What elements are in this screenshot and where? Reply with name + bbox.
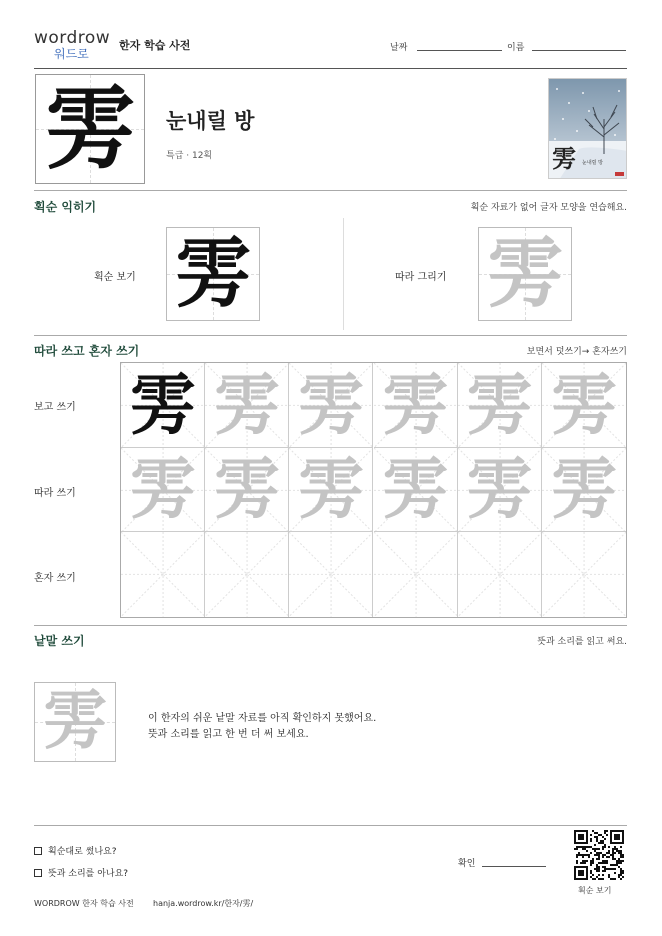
guide-lines <box>289 532 373 617</box>
practice-cell[interactable] <box>374 532 458 617</box>
words-line-2: 뜻과 소리를 읽고 한 번 더 써 보세요. <box>148 729 309 740</box>
practice-section-title: 따라 쓰고 혼자 쓰기 <box>34 344 140 358</box>
stroke-view-label: 획순 보기 <box>94 272 136 283</box>
hero-character-box <box>35 74 145 184</box>
practice-cell[interactable] <box>374 448 458 533</box>
footer-divider <box>34 825 627 826</box>
stroke-trace-box[interactable] <box>478 227 572 321</box>
words-section-title: 낱말 쓰기 <box>34 634 85 648</box>
practice-cell[interactable] <box>121 363 205 448</box>
practice-character: 雱 <box>297 365 364 444</box>
guide-lines <box>458 532 542 617</box>
check-meaning-sound[interactable] <box>34 866 128 879</box>
stroke-trace-character: 雱 <box>487 229 563 318</box>
logo-korean: 워드로 <box>54 47 89 61</box>
practice-cell[interactable] <box>458 448 542 533</box>
qr-code-icon[interactable] <box>574 830 624 880</box>
date-field[interactable] <box>417 50 502 51</box>
words-section-note: 뜻과 소리를 읽고 써요. <box>537 637 627 647</box>
stroke-view-character: 雱 <box>175 229 251 318</box>
words-character: 雱 <box>43 684 107 759</box>
practice-cell[interactable] <box>542 363 626 448</box>
thumb-meaning: 눈내릴 방 <box>582 160 603 166</box>
stroke-section-title: 획순 익히기 <box>34 200 97 214</box>
stroke-section-note: 획순 자료가 없어 글자 모양을 연습해요. <box>470 203 627 213</box>
guide-lines <box>374 532 458 617</box>
practice-cell[interactable] <box>374 363 458 448</box>
practice-cell[interactable] <box>205 363 289 448</box>
guide-lines <box>121 532 205 617</box>
practice-cell[interactable] <box>542 448 626 533</box>
practice-character: 雱 <box>382 365 449 444</box>
practice-character: 雱 <box>466 450 533 529</box>
guide-lines <box>542 532 626 617</box>
name-field[interactable] <box>532 50 626 51</box>
footer-url: hanja.wordrow.kr/한자/雱/ <box>153 899 254 908</box>
hero-character: 雱 <box>45 76 135 182</box>
check-stroke-order-label: 획순대로 썼나요? <box>48 847 117 857</box>
check-meaning-sound-label: 뜻과 소리를 아나요? <box>48 869 129 879</box>
logo <box>34 30 114 66</box>
stroke-divider <box>343 218 344 330</box>
footer-brand: WORDROW 한자 학습 사전 <box>34 899 134 908</box>
practice-cell[interactable] <box>289 532 373 617</box>
hero-thumbnail <box>548 78 627 179</box>
practice-grid[interactable] <box>120 362 627 618</box>
guide-lines <box>205 532 289 617</box>
practice-character: 雱 <box>550 450 617 529</box>
row-label-alone: 혼자 쓰기 <box>34 573 76 584</box>
practice-character: 雱 <box>297 450 364 529</box>
words-character-box[interactable] <box>34 682 116 762</box>
practice-character: 雱 <box>129 450 196 529</box>
words-line-1: 이 한자의 쉬운 낱말 자료를 아직 확인하지 못했어요. <box>148 713 377 724</box>
checkbox-icon[interactable] <box>34 847 42 855</box>
header-divider <box>34 68 627 69</box>
practice-cell[interactable] <box>542 532 626 617</box>
app-title: 한자 학습 사전 <box>119 39 191 52</box>
practice-bottom-divider <box>34 625 627 626</box>
practice-character: 雱 <box>382 450 449 529</box>
hero-meta: 특급 · 12획 <box>166 151 213 161</box>
practice-cell[interactable] <box>289 448 373 533</box>
practice-cell[interactable] <box>205 448 289 533</box>
stroke-trace-label: 따라 그리기 <box>395 272 447 283</box>
practice-section-note: 보면서 덧쓰기→ 혼자쓰기 <box>526 347 627 357</box>
confirm-label: 확인 <box>458 859 476 869</box>
practice-cell[interactable] <box>121 532 205 617</box>
stroke-bottom-divider <box>34 335 627 336</box>
practice-cell[interactable] <box>458 532 542 617</box>
row-label-trace: 따라 쓰기 <box>34 488 76 499</box>
practice-cell[interactable] <box>289 363 373 448</box>
thumb-character: 雱 <box>552 144 576 173</box>
practice-character: 雱 <box>466 365 533 444</box>
row-label-see: 보고 쓰기 <box>34 402 76 413</box>
hero-meaning: 눈내릴 방 <box>166 109 255 133</box>
qr-label: 획순 보기 <box>578 886 612 895</box>
practice-cell[interactable] <box>205 532 289 617</box>
practice-character: 雱 <box>213 450 280 529</box>
date-label: 날짜 <box>390 43 408 53</box>
logo-wordmark: wordrow <box>34 28 111 48</box>
practice-cell[interactable] <box>458 363 542 448</box>
stroke-view-box[interactable] <box>166 227 260 321</box>
practice-cell[interactable] <box>121 448 205 533</box>
name-label: 이름 <box>507 43 525 53</box>
hero-divider <box>34 190 627 191</box>
confirm-field[interactable] <box>482 866 546 867</box>
practice-character: 雱 <box>213 365 280 444</box>
checkbox-icon[interactable] <box>34 869 42 877</box>
practice-character: 雱 <box>129 365 196 444</box>
practice-character: 雱 <box>550 365 617 444</box>
check-stroke-order[interactable] <box>34 844 117 857</box>
